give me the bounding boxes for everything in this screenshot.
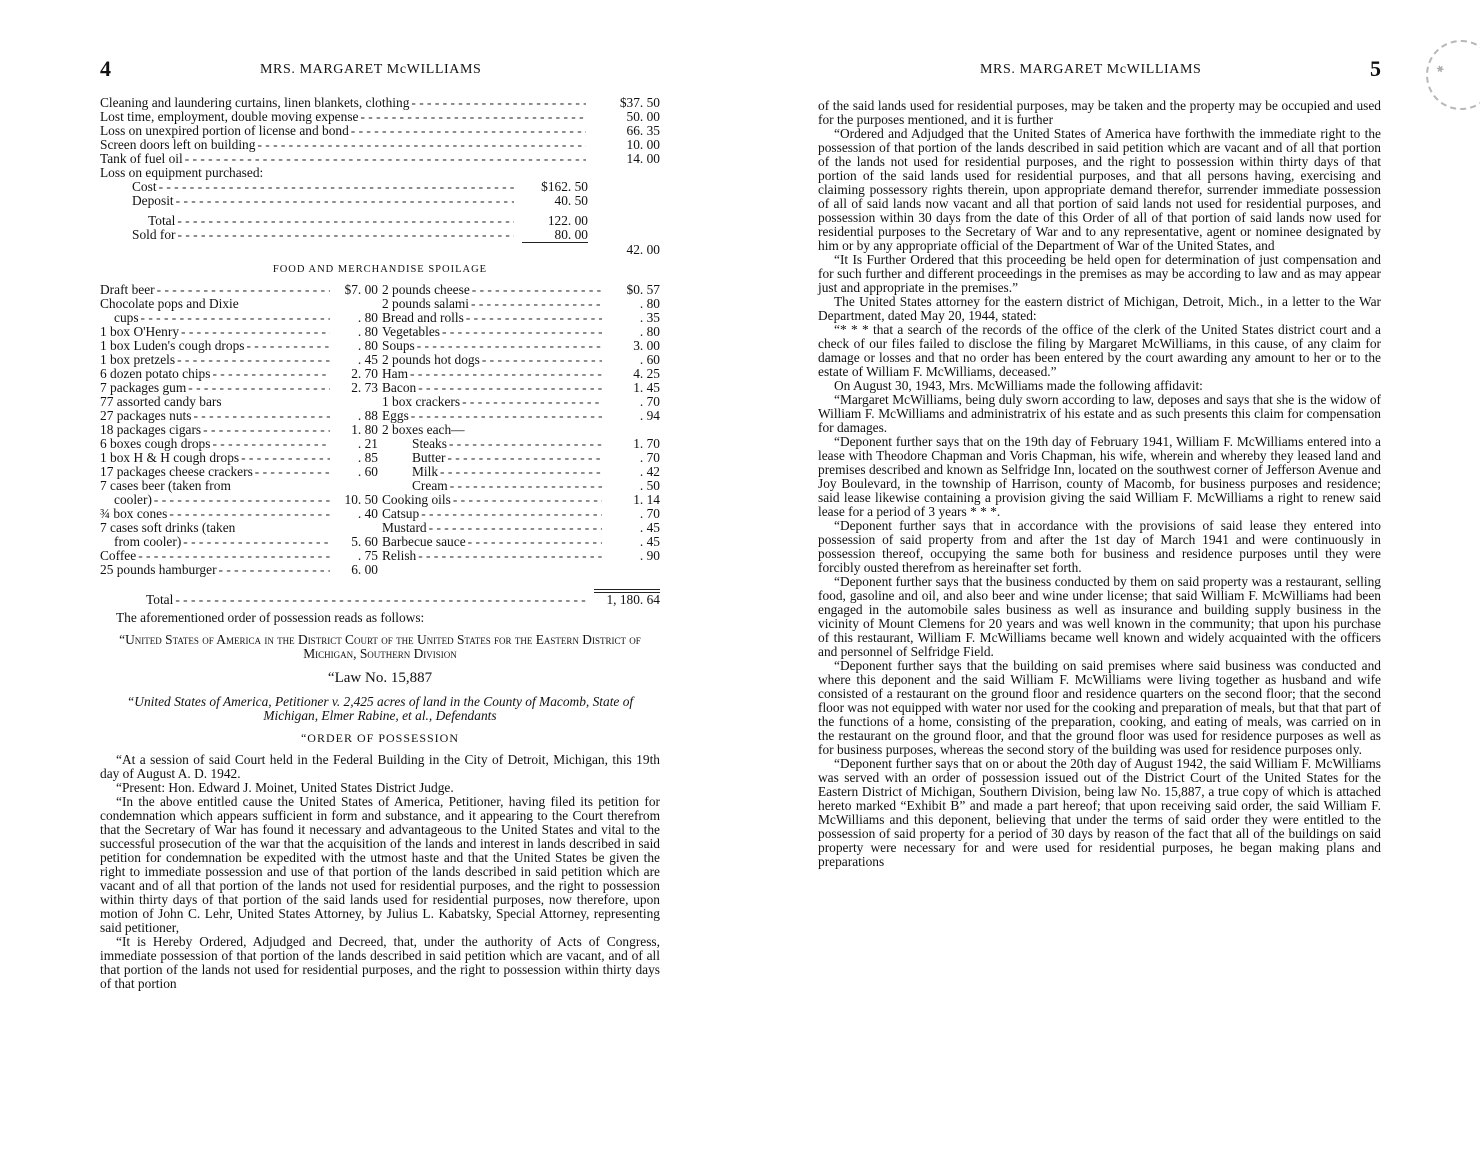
- left-running-title: MRS. MARGARET McWILLIAMS: [260, 62, 482, 77]
- ledger-amount: $162. 50: [541, 179, 588, 194]
- food-column-left: [100, 283, 378, 577]
- ledger-label: Mustard: [382, 520, 427, 535]
- grand-total-row: Total - - - 1, 180. 64: [100, 593, 660, 607]
- equipment-net: 42. 00: [626, 242, 660, 257]
- ledger-label: Screen doors left on building: [100, 137, 256, 152]
- right-paragraph: “Deponent further says that the business conducted by them on said property was a restaurant, selling food, gasoline and oil, and also beer and wine under license; that said William F. McWilliams had been engaged in the automobile sales business as well as insurance and building supply business in the vicinity of Mount Clemens for 20 years and was well known in the community; that upon his purchase of this restaurant, William F. McWilliams became well known and widely acquainted with the officers and personnel of Selfridge Field.: [818, 574, 1381, 659]
- ledger-amount: . 42: [639, 464, 660, 479]
- ledger-amount: . 70: [639, 394, 660, 409]
- ledger-row: [382, 395, 660, 409]
- grand-total: 1, 180. 64: [606, 592, 660, 607]
- ledger-row: [382, 521, 660, 535]
- ledger-label: Draft beer: [100, 282, 155, 297]
- right-page-body: [818, 99, 1381, 869]
- court-title: “United States of America in the District Court of the United States for the Eastern District of Michigan, Southern Division: [119, 632, 641, 661]
- right-paragraph: “It Is Further Ordered that this proceeding be held open for determination of just compensation and for such further and different proceedings in the premises as may be according to law and as may appear just and appropriate in the premises.”: [818, 252, 1381, 295]
- ledger-amount: . 80: [639, 296, 660, 311]
- ledger-amount: . 45: [639, 534, 660, 549]
- ledger-label: 18 packages cigars: [100, 422, 202, 437]
- ledger-label: 1 box Luden's cough drops: [100, 338, 245, 353]
- archive-stamp: [1426, 40, 1480, 110]
- order-paragraph: “Present: Hon. Edward J. Moinet, United States District Judge.: [116, 780, 454, 795]
- ledger-amount: . 60: [357, 464, 378, 479]
- ledger-amount: $7. 00: [344, 282, 378, 297]
- ledger-row: [100, 339, 378, 353]
- ledger-row: [382, 381, 660, 395]
- ledger-amount: 4. 25: [633, 366, 660, 381]
- ledger-row: [382, 353, 660, 367]
- ledger-label: Vegetables: [382, 324, 441, 339]
- ledger-row: [382, 367, 660, 381]
- ledger-amount: . 80: [639, 324, 660, 339]
- ledger-row: [100, 353, 378, 367]
- ledger-label: Eggs: [382, 408, 409, 423]
- ledger-amount: 1. 80: [351, 422, 378, 437]
- ledger-amount: . 50: [639, 478, 660, 493]
- ledger-amount: 66. 35: [626, 123, 660, 138]
- ledger-amount: 2. 73: [351, 380, 378, 395]
- ledger-amount: . 88: [357, 408, 378, 423]
- ledger-label: 77 assorted candy bars: [100, 394, 222, 409]
- ledger-row: [100, 152, 660, 166]
- ledger-label: Cream: [412, 478, 448, 493]
- order-intro: The aforementioned order of possession reads as follows:: [116, 610, 425, 625]
- left-page-number: 4: [100, 56, 111, 81]
- equipment-total-row: Total - - - 122. 00: [100, 214, 660, 228]
- ledger-amount: 50. 00: [626, 109, 660, 124]
- ledger-label: Butter: [412, 450, 446, 465]
- ledger-row: [100, 180, 660, 194]
- ledger-label: Tank of fuel oil: [100, 151, 183, 166]
- ledger-label: 2 pounds hot dogs: [382, 352, 480, 367]
- ledger-amount: 40. 50: [554, 193, 588, 208]
- left-page-header: [100, 56, 660, 84]
- ledger-label: ¾ box cones: [100, 506, 168, 521]
- ledger-label: 1 box O'Henry: [100, 324, 180, 339]
- ledger-amount: . 80: [357, 338, 378, 353]
- ledger-row: [100, 521, 378, 535]
- ledger-amount: . 70: [639, 450, 660, 465]
- right-paragraph: “* * * that a search of the records of the office of the clerk of the United States district court and a check of our files failed to disclose the filing by Margaret McWilliams, in this cause, of any claim for damage or losses and that no order has been entered by the court awarding any amount to her or to the estate of William F. McWilliams, deceased.”: [818, 322, 1381, 379]
- ledger-label: Ham: [382, 366, 409, 381]
- ledger-row: [382, 549, 660, 563]
- ledger-label: Cleaning and laundering curtains, linen blankets, clothing: [100, 95, 410, 110]
- ledger-row: [100, 297, 378, 311]
- ledger-row: [382, 451, 660, 465]
- right-running-title: MRS. MARGARET McWILLIAMS: [980, 62, 1202, 77]
- food-spoilage-table: [100, 283, 660, 577]
- ledger-amount: 6. 00: [351, 562, 378, 577]
- ledger-row: [382, 311, 660, 325]
- ledger-amount: 5. 60: [351, 534, 378, 549]
- order-heading: “ORDER OF POSSESSION: [300, 731, 460, 745]
- loss-list: [100, 96, 660, 166]
- ledger-row: [100, 563, 378, 577]
- food-column-right: [382, 283, 660, 577]
- ledger-label: Lost time, employment, double moving expense: [100, 109, 359, 124]
- order-paragraph: “At a session of said Court held in the Federal Building in the City of Detroit, Michigan, this 19th day of August A. D. 1942.: [100, 752, 660, 781]
- ledger-row: [382, 507, 660, 521]
- ledger-label: Milk: [412, 464, 439, 479]
- ledger-row: [100, 381, 378, 395]
- equipment-heading: Loss on equipment purchased:: [100, 165, 264, 180]
- right-paragraph: “Deponent further says that on or about the 20th day of August 1942, the said William F. McWilliams was served with an order of possession issued out of the District Court of the United States for the Eastern District of Michigan, Southern Division, being law No. 15,887, a true copy of which is attached hereto marked “Exhibit B” and made a part hereof; that upon receiving said order, the said William F. McWilliams and this deponent, believing that under the terms of said order they were entitled to the possession of said property for a period of 30 days by reason of the fact that all of the buildings on said property were necessary for and were used for residential purposes, he began making plans and preparations: [818, 756, 1381, 869]
- ledger-row: [382, 465, 660, 479]
- ledger-row: [100, 507, 378, 521]
- ledger-label: 1 box pretzels: [100, 352, 176, 367]
- right-paragraph: “Ordered and Adjudged that the United States of America have forthwith the immediate right to the possession of that portion of the lands described in said petition which are vacant and of all that portion of the lands not used for residential purposes, and the right to possession within thirty days of that portion of the said lands used for residential purposes, and that all persons having, exercising and claiming possessory rights therein, upon appropriate demand therefor, surrender immediate possession of all of said lands now vacant and all that portion of said lands not used for residential purposes, and possession within 30 days from the date of this Order of all of that portion of said lands now used for residential purposes to the Secretary of War and to any representative, agent or nominee designated by him or by any appropriate official of the Department of War of the United States, and: [818, 126, 1381, 253]
- ledger-label: cooler): [114, 492, 152, 507]
- ledger-amount: . 90: [639, 548, 660, 563]
- ledger-label: 2 boxes each—: [382, 422, 465, 437]
- ledger-row: [100, 138, 660, 152]
- ledger-row: [100, 451, 378, 465]
- ledger-row: [100, 395, 378, 409]
- right-paragraph: of the said lands used for residential purposes, may be taken and the property may be occupied and used for the purposes mentioned, and it is further: [818, 98, 1381, 127]
- ledger-label: Chocolate pops and Dixie: [100, 296, 239, 311]
- ledger-row: [100, 194, 660, 208]
- ledger-row: [100, 409, 378, 423]
- ledger-label: 6 boxes cough drops: [100, 436, 211, 451]
- ledger-row: [382, 493, 660, 507]
- ledger-label: 7 packages gum: [100, 380, 187, 395]
- ledger-amount: $0. 57: [626, 282, 660, 297]
- ledger-label: Coffee: [100, 548, 137, 563]
- ledger-amount: 3. 00: [633, 338, 660, 353]
- ledger-label: 7 cases soft drinks (taken: [100, 520, 236, 535]
- ledger-label: Barbecue sauce: [382, 534, 466, 549]
- right-paragraph: On August 30, 1943, Mrs. McWilliams made the following affidavit:: [834, 378, 1203, 393]
- ledger-row: [100, 110, 660, 124]
- ledger-label: Catsup: [382, 506, 420, 521]
- ledger-row: [382, 437, 660, 451]
- ledger-label: 6 dozen potato chips: [100, 366, 211, 381]
- right-paragraph: The United States attorney for the eastern district of Michigan, Detroit, Mich., in a letter to the War Department, dated May 20, 1944, stated:: [818, 294, 1381, 323]
- ledger-label: Steaks: [412, 436, 447, 451]
- ledger-label: from cooler): [114, 534, 182, 549]
- order-text: [100, 753, 660, 991]
- ledger-row: [100, 465, 378, 479]
- ledger-row: [100, 549, 378, 563]
- ledger-label: Cost: [132, 179, 157, 194]
- order-paragraph: “In the above entitled cause the United States of America, Petitioner, having filed its petition for condemnation which appears sufficient in form and substance, and it appearing to the Court therefrom that the Secretary of War has found it necessary and advantageous to the United States and vital to the successful prosecution of the war that the acquisition of the lands and interest in lands described in said petition for condemnation be expedited with the utmost haste and that the United States be given the right to immediate possession and use of that portion of the lands described in said petition which are vacant and of all that portion of the lands not used for residential purposes, and the right to possession within thirty days of that portion of the said lands used for residential purposes, now therefore, upon motion of John C. Lehr, United States Attorney, by Julius L. Kabatsky, Special Attorney, representing said petitioner,: [100, 794, 660, 935]
- ledger-label: Bread and rolls: [382, 310, 464, 325]
- food-spoilage-heading: FOOD AND MERCHANDISE SPOILAGE: [272, 264, 488, 275]
- ledger-label: 17 packages cheese crackers: [100, 464, 253, 479]
- ledger-row: [100, 124, 660, 138]
- equipment-list: [100, 180, 660, 208]
- ledger-row: [100, 311, 378, 325]
- ledger-row: [382, 297, 660, 311]
- ledger-label: 25 pounds hamburger: [100, 562, 217, 577]
- ledger-label: Relish: [382, 548, 417, 563]
- ledger-amount: . 70: [639, 506, 660, 521]
- ledger-label: Loss on unexpired portion of license and bond: [100, 123, 349, 138]
- ledger-amount: 1. 45: [633, 380, 660, 395]
- ledger-row: [100, 535, 378, 549]
- ledger-label: 27 packages nuts: [100, 408, 192, 423]
- equipment-net-row: [100, 243, 660, 257]
- ledger-row: [100, 367, 378, 381]
- case-caption: “United States of America, Petitioner v. 2,425 acres of land in the County of Macomb, State of Michigan, Elmer Rabine, et al., Defendants: [126, 694, 634, 723]
- ledger-row: [100, 283, 378, 297]
- ledger-row: [382, 325, 660, 339]
- order-paragraph: “It is Hereby Ordered, Adjudged and Decreed, that, under the authority of Acts of Congress, immediate possession of that portion of the lands described in said petition which are vacant, and of all that portion of the lands not used for residential purposes, and the right to possession within thirty days of that portion: [100, 934, 660, 991]
- ledger-label: 7 cases beer (taken from: [100, 478, 231, 493]
- ledger-label: Bacon: [382, 380, 417, 395]
- right-page-number: 5: [1370, 56, 1381, 81]
- ledger-row: [100, 325, 378, 339]
- ledger-amount: 2. 70: [351, 366, 378, 381]
- ledger-row: [382, 535, 660, 549]
- right-paragraph: “Deponent further says that on the 19th day of February 1941, William F. McWilliams entered into a lease with Theodore Chapman and Voris Chapman, his wife, wherein and whereby they leased land and premises described and known as Selfridge Inn, located on the southwest corner of Jefferson Avenue and Joy Boulevard, in the township of Harrison, county of Macomb, for business purposes and residence; said lease likewise containing a provision giving the said William F. McWilliams a right to renew said lease for a period of 3 years * * *.: [818, 434, 1381, 519]
- ledger-amount: . 94: [639, 408, 660, 423]
- ledger-label: 1 box crackers: [382, 394, 461, 409]
- ledger-amount: . 40: [357, 506, 378, 521]
- ledger-label: Deposit: [132, 193, 174, 208]
- ledger-amount: . 80: [357, 310, 378, 325]
- ledger-amount: 1. 14: [633, 492, 660, 507]
- sold-for-row: Sold for - - - 80. 00: [100, 228, 660, 242]
- equipment-total: 122. 00: [547, 213, 588, 228]
- ledger-row: [382, 283, 660, 297]
- right-page-header: [818, 56, 1381, 84]
- ledger-label: 2 pounds cheese: [382, 282, 470, 297]
- law-number: “Law No. 15,887: [327, 670, 433, 686]
- ledger-row: [382, 479, 660, 493]
- ledger-row: [100, 479, 378, 493]
- ledger-row: [100, 437, 378, 451]
- ledger-amount: 1. 70: [633, 436, 660, 451]
- ledger-amount: . 60: [639, 352, 660, 367]
- ledger-row: [100, 96, 660, 110]
- ledger-row: [382, 423, 660, 437]
- ledger-amount: . 45: [639, 520, 660, 535]
- ledger-label: Cooking oils: [382, 492, 451, 507]
- sold-for-amount: 80. 00: [554, 227, 588, 242]
- ledger-amount: . 35: [639, 310, 660, 325]
- ledger-label: cups: [114, 310, 139, 325]
- ledger-amount: $37. 50: [619, 95, 660, 110]
- ledger-row: [100, 423, 378, 437]
- ledger-amount: . 80: [357, 324, 378, 339]
- ledger-label: 2 pounds salami: [382, 296, 470, 311]
- ledger-label: 1 box H & H cough drops: [100, 450, 240, 465]
- ledger-label: Soups: [382, 338, 415, 353]
- stamp-mark: ✱: [1433, 62, 1447, 76]
- right-paragraph: “Deponent further says that the building on said premises where said business was conducted and where this deponent and the said William F. McWilliams were living together as husband and wife consisted of a restaurant on the ground floor and residence quarters on the second floor; that the second floor was not equipped with water nor used for the cooking and preparation of meals, but that that part of the functions of a home, consisting of the preparation, cooking, and eating of meals, was carried on in the restaurant on the ground floor, and that the ground floor was used for residence purposes as well as for business purposes, whereas the second story of the building was used for residence purposes only.: [818, 658, 1381, 757]
- ledger-amount: . 21: [357, 436, 378, 451]
- ledger-row: [100, 493, 378, 507]
- ledger-row: [382, 409, 660, 423]
- left-page-body: [100, 96, 660, 991]
- right-paragraph: “Margaret McWilliams, being duly sworn according to law, deposes and says that she is the widow of William F. McWilliams and administratrix of his estate and as such presents this claim for compensation for damages.: [818, 392, 1381, 435]
- ledger-amount: . 85: [357, 450, 378, 465]
- ledger-amount: . 45: [357, 352, 378, 367]
- ledger-row: [382, 339, 660, 353]
- ledger-amount: 10. 50: [344, 492, 378, 507]
- ledger-amount: 14. 00: [626, 151, 660, 166]
- ledger-amount: 10. 00: [626, 137, 660, 152]
- ledger-amount: . 75: [357, 548, 378, 563]
- right-paragraph: “Deponent further says that in accordance with the provisions of said lease they entered into possession of said property from and after the 1st day of March 1941 and were continuously in possession thereof, occupying the same both for business and residence purposes until they were forcibly ousted therefrom as hereinafter set forth.: [818, 518, 1381, 575]
